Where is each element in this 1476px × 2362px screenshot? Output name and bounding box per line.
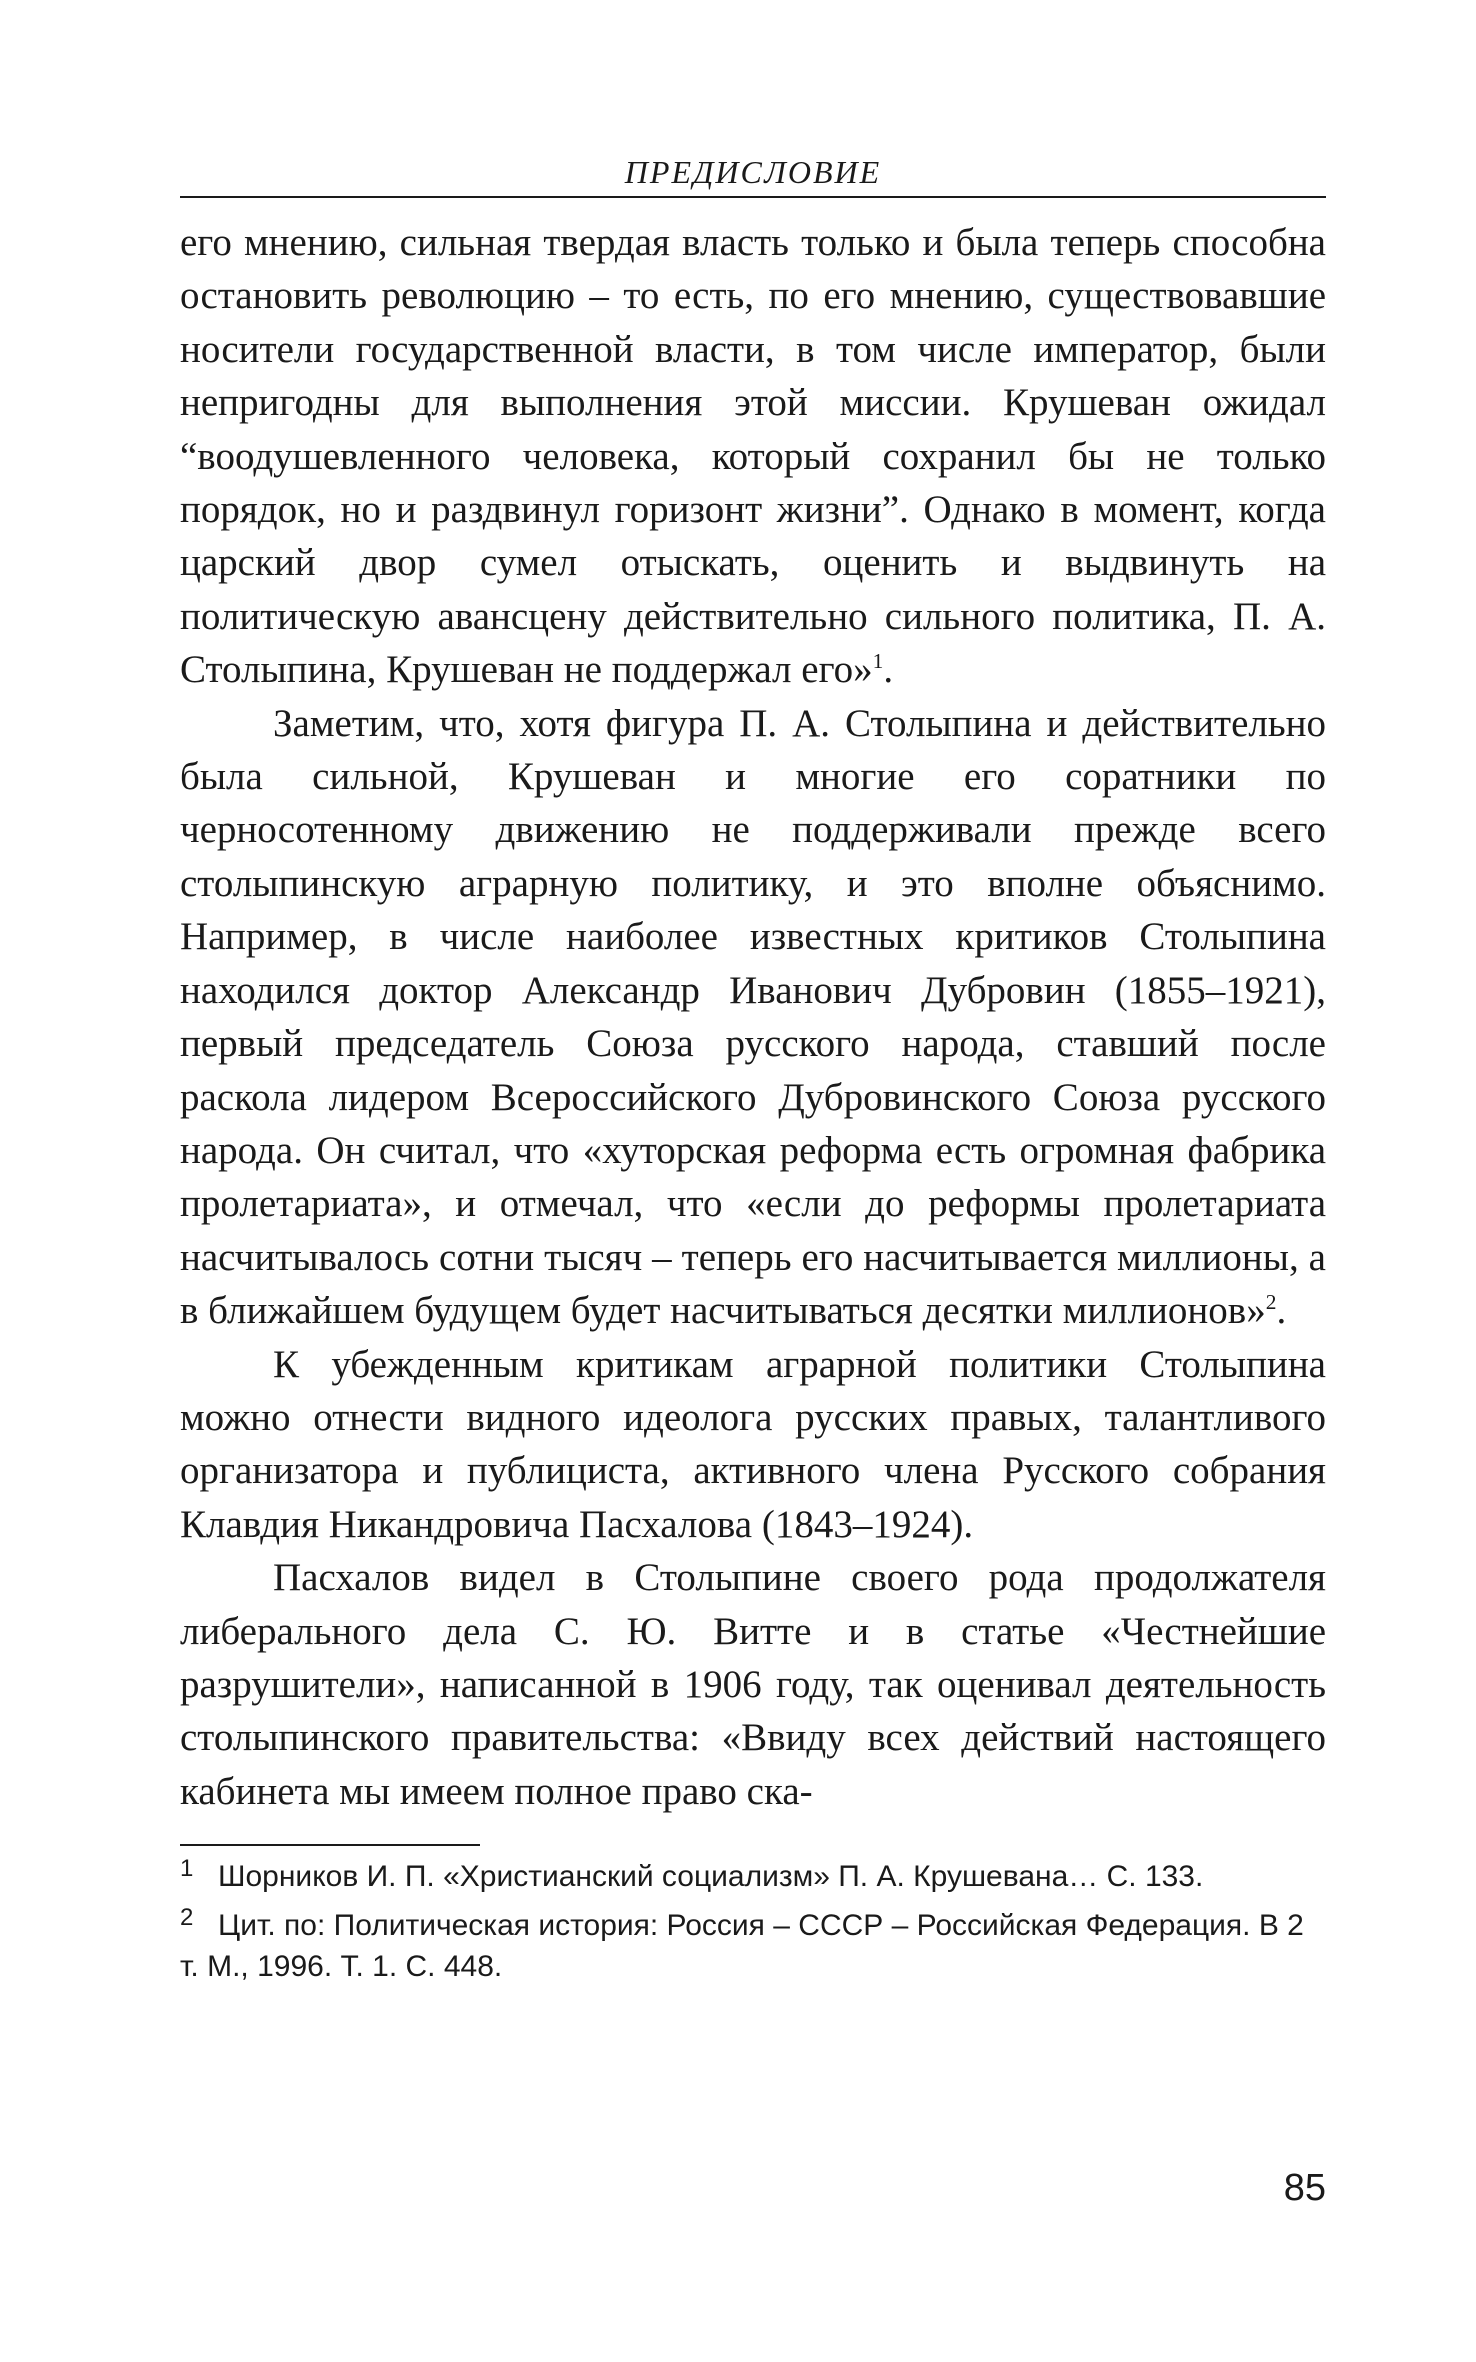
page-number: 85	[1283, 2167, 1326, 2209]
footnote-1	[180, 1856, 1326, 1897]
paragraph-4: Пасхалов видел в Столыпине своего рода продолжателя либерального дела С. Ю. Витте и в статье «Честнейшие разрушители», написанной в 1906 году, так оценивал деятельность столыпинского правительства: «Ввиду всех действий настоящего кабинета мы имеем полное право ска-	[180, 1556, 1326, 1813]
footnote-number: 1	[180, 1855, 194, 1883]
paragraph-2: Заметим, что, хотя фигура П. А. Столыпина и действительно была сильной, Крушеван и многие его соратники по черносотенному движению не поддерживали прежде всего столыпинскую аграрную политику, и это вполне объяснимо. Например, в числе наиболее известных критиков Столыпина находился доктор Александр Иванович Дубровин (1855–1921), первый председатель Союза русского народа, ставший после раскола лидером Всероссийского Дубровинского Союза русского народа. Он считал, что «хуторская реформа есть огромная фабрика пролетариата», и отмечал, что «если до реформы пролетариата насчитывалось сотни тысяч – теперь его насчитывается миллионы, а в ближайшем будущем будет насчитываться десятки миллионов»$^2$.	[180, 701, 1326, 1333]
footnote-number: 2	[180, 1904, 194, 1932]
paragraph-3: К убежденным критикам аграрной политики Столыпина можно отнести видного идеолога русских правых, талантливого организатора и публициста, активного члена Русского собрания Клавдия Никандровича Пасхалова (1843–1924).	[180, 1342, 1326, 1546]
footnote-text: Шорников И. П. «Христианский социализм» П. А. Крушевана… С. 133.	[218, 1860, 1204, 1894]
running-head: ПРЕДИСЛОВИЕ	[624, 154, 882, 190]
footnote-text: Цит. по: Политическая история: Россия – СССР – Российская Федерация. В 2 т. М., 1996. Т. 1. С. 448.	[180, 1909, 1304, 1984]
body-text	[180, 216, 1326, 1818]
paragraph-1: его мнению, сильная твердая власть только и была теперь способна остановить революцию – то есть, по его мнению, существовавшие носители государственной власти, в том числе император, были непригодны для выполнения этой миссии. Крушеван ожидал “воодушевленного человека, который сохранил бы не только порядок, но и раздвинул горизонт жизни”. Однако в момент, когда царский двор сумел отыскать, оценить и выдвинуть на политическую авансцену действительно сильного политика, П. А. Столыпина, Крушеван не поддержал его»$^1$.	[180, 221, 1326, 692]
header-rule	[180, 196, 1326, 198]
footnote-separator	[180, 1844, 480, 1846]
footnote-ref-1[interactable]: 1	[872, 649, 884, 674]
footnote-2	[180, 1905, 1326, 1987]
book-page	[180, 150, 1326, 1995]
footnote-ref-2[interactable]: 2	[1265, 1290, 1277, 1315]
